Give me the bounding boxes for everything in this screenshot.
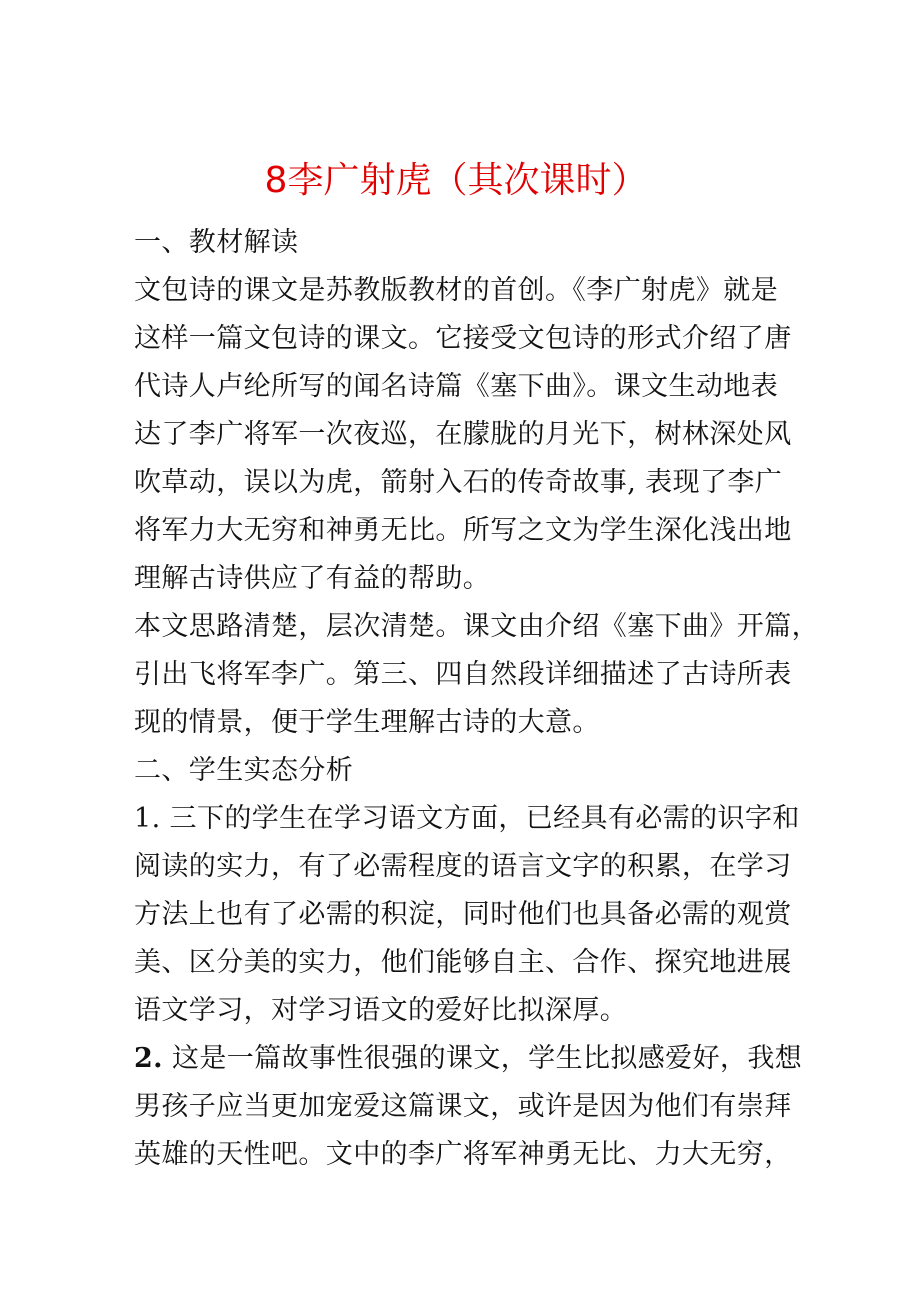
paragraph-line: 达了李广将军一次夜巡，在朦胧的月光下，树林深处风 <box>134 419 792 450</box>
document-title: 8李广射虎（其次课时） <box>264 160 648 201</box>
paragraph-line: 1. 三下的学生在学习语文方面，已经具有必需的识字和 <box>134 803 800 834</box>
section-heading-textbook-reading: 一、教材解读 <box>134 227 299 258</box>
paragraph-line: 代诗人卢纶所写的闻名诗篇《塞下曲》。课文生动地表 <box>134 371 779 402</box>
paragraph-line: 吹草动，误以为虎，箭射入石的传奇故事, 表现了李广 <box>134 467 783 498</box>
paragraph-line: 本文思路清楚，层次清楚。课文由介绍《塞下曲》开篇， <box>134 611 819 642</box>
list-item-number: 2. <box>134 1043 163 1074</box>
paragraph-line: 阅读的实力，有了必需程度的语言文字的积累，在学习 <box>134 851 792 882</box>
paragraph-line-text: 这是一篇故事性很强的课文，学生比拟感爱好，我想 <box>163 1043 803 1074</box>
section-heading-student-analysis: 二、学生实态分析 <box>134 755 354 786</box>
paragraph-line: 美、区分美的实力，他们能够自主、合作、探究地进展 <box>134 947 792 978</box>
paragraph-line: 这样一篇文包诗的课文。它接受文包诗的形式介绍了唐 <box>134 323 792 354</box>
paragraph-line: 现的情景，便于学生理解古诗的大意。 <box>134 707 600 738</box>
paragraph-line: 男孩子应当更加宠爱这篇课文，或许是因为他们有崇拜 <box>134 1091 792 1122</box>
paragraph-line: 英雄的天性吧。文中的李广将军神勇无比、力大无穷， <box>134 1139 792 1170</box>
paragraph-line: 语文学习，对学习语文的爱好比拟深厚。 <box>134 995 628 1026</box>
paragraph-line: 理解古诗供应了有益的帮助。 <box>134 563 491 594</box>
paragraph-line: 将军力大无穷和神勇无比。所写之文为学生深化浅出地 <box>134 515 792 546</box>
paragraph-line: 引出飞将军李广。第三、四自然段详细描述了古诗所表 <box>134 659 792 690</box>
paragraph-line: 文包诗的课文是苏教版教材的首创。《李广射虎》就是 <box>134 275 779 306</box>
paragraph-line <box>134 1035 920 1083</box>
paragraph-line: 方法上也有了必需的积淀，同时他们也具备必需的观赏 <box>134 899 792 930</box>
